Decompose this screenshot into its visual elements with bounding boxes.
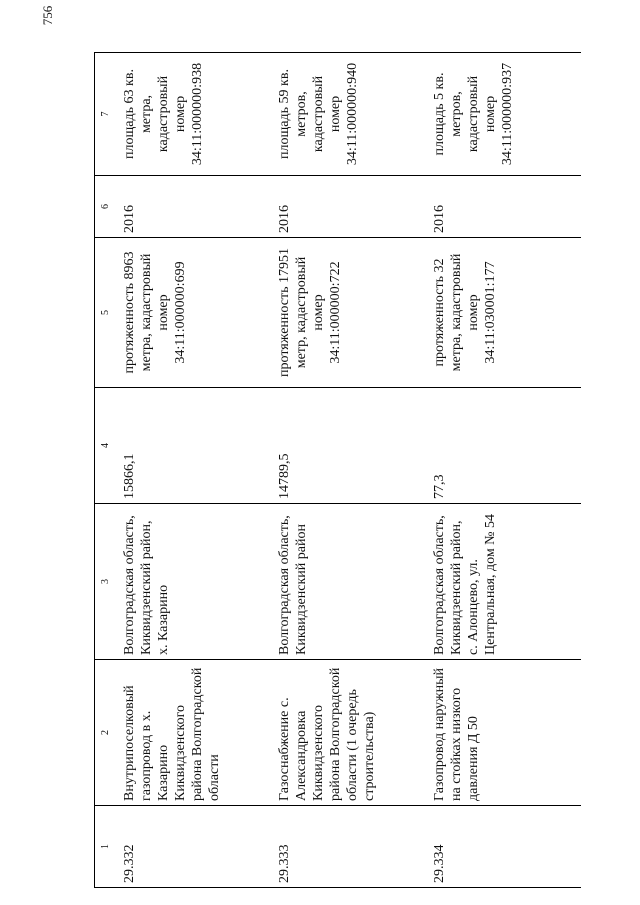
- table-row: [271, 53, 426, 888]
- row-number: 29.333: [271, 806, 426, 888]
- column-number-row: [95, 53, 117, 888]
- column-header-5: 5: [95, 238, 117, 388]
- object-year: 2016: [426, 176, 581, 238]
- object-name: Газоснабжение с. Александровка Киквидзенского района Волгоградской области (1 очередь строительства): [271, 660, 426, 806]
- object-location: Волгоградская область, Киквидзенский район, с. Алонцево, ул. Центральная, дом № 54: [426, 504, 581, 660]
- table-row: [426, 53, 581, 888]
- column-header-7: 7: [95, 53, 117, 176]
- land-note: площадь 5 кв. метров, кадастровый номер 34:11:000000:937: [426, 53, 581, 176]
- column-header-6: 6: [95, 176, 117, 238]
- column-header-4: 4: [95, 388, 117, 504]
- object-year: 2016: [271, 176, 426, 238]
- object-description: протяженность 32 метра, кадастровый номер 34:11:030001:177: [426, 238, 581, 388]
- object-value: 77,3: [426, 388, 581, 504]
- rotated-table-sheet: [94, 18, 614, 888]
- page-number: 756: [40, 5, 55, 26]
- object-value: 14789,5: [271, 388, 426, 504]
- column-header-3: 3: [95, 504, 117, 660]
- object-description: протяженность 8963 метра, кадастровый номер 34:11:000000:699: [116, 238, 271, 388]
- object-value: 15866,1: [116, 388, 271, 504]
- land-note: площадь 63 кв. метра, кадастровый номер 34:11:000000:938: [116, 53, 271, 176]
- object-description: протяженность 17951 метр, кадастровый номер 34:11:000000:722: [271, 238, 426, 388]
- row-number: 29.334: [426, 806, 581, 888]
- row-number: 29.332: [116, 806, 271, 888]
- object-year: 2016: [116, 176, 271, 238]
- column-header-2: 2: [95, 660, 117, 806]
- object-location: Волгоградская область, Киквидзенский район: [271, 504, 426, 660]
- column-header-1: 1: [95, 806, 117, 888]
- object-name: Газопровод наружный на стойках низкого давления Д 50: [426, 660, 581, 806]
- property-table: [94, 52, 581, 888]
- table-row: [116, 53, 271, 888]
- object-location: Волгоградская область, Киквидзенский район, х. Казарино: [116, 504, 271, 660]
- land-note: площадь 59 кв. метров, кадастровый номер 34:11:000000:940: [271, 53, 426, 176]
- object-name: Внутрипоселковый газопровод в х. Казарино Киквидзенского района Волгоградской области: [116, 660, 271, 806]
